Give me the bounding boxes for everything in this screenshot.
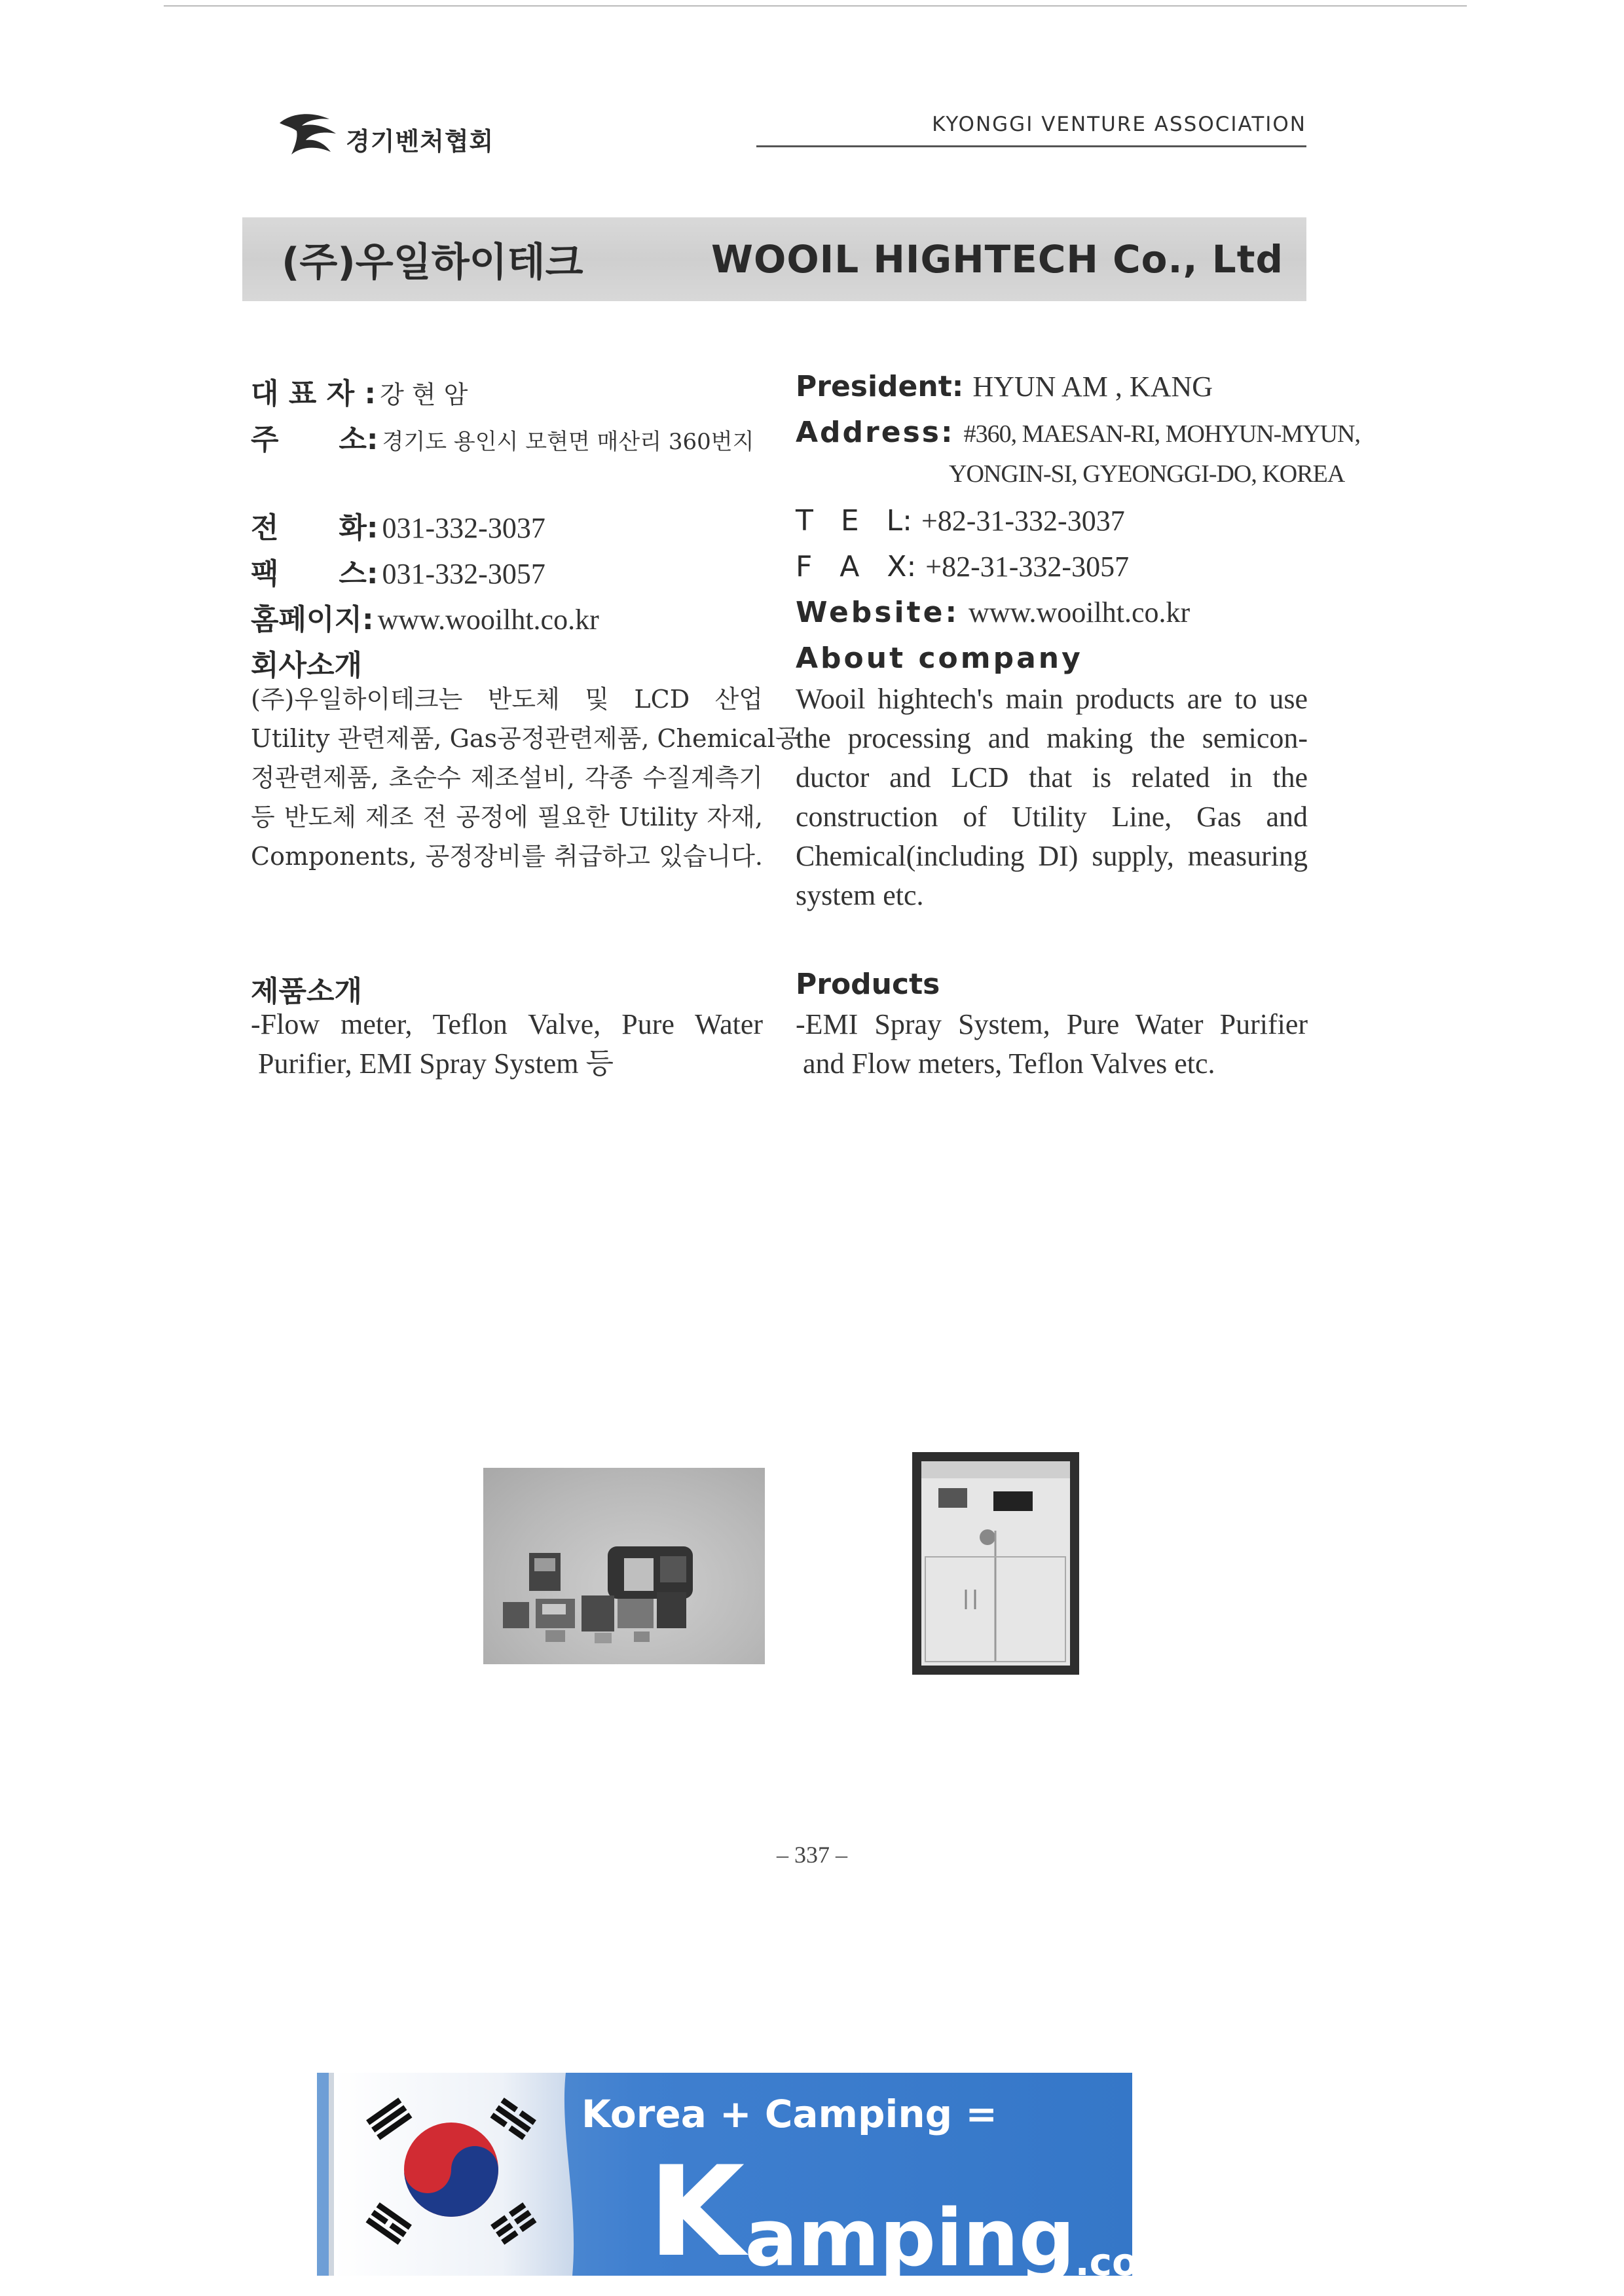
ko-address-value: 경기도 용인시 모현면 매산리 360번지 bbox=[382, 429, 754, 455]
ko-fax-value: 031-332-3057 bbox=[382, 558, 545, 590]
ko-tel-row bbox=[251, 504, 545, 546]
ko-fax-row bbox=[251, 550, 545, 592]
banner-tagline: Korea + Camping = bbox=[581, 2092, 997, 2136]
en-about-heading: About company bbox=[796, 642, 1083, 675]
ko-president-label: 대 표 자 : bbox=[251, 377, 377, 410]
en-president-value: HYUN AM , KANG bbox=[972, 371, 1213, 403]
banner-brand bbox=[648, 2140, 1196, 2284]
en-fax-label: F A X: bbox=[796, 550, 917, 583]
ko-tel-label: 전 화: bbox=[251, 511, 378, 545]
en-tel-row bbox=[796, 504, 1125, 538]
company-name-english: WOOIL HIGHTECH Co., Ltd bbox=[711, 237, 1283, 282]
en-fax-row bbox=[796, 550, 1129, 583]
en-products-heading: Products bbox=[796, 968, 940, 1001]
ko-president-row bbox=[251, 370, 468, 412]
ko-products-line: Purifier, EMI Spray System 등 bbox=[251, 1048, 614, 1080]
association-name: KYONGGI VENTURE ASSOCIATION bbox=[932, 113, 1306, 136]
en-about-line: the processing and making the semicon- bbox=[796, 722, 1308, 754]
en-fax-value: +82-31-332-3057 bbox=[925, 551, 1130, 583]
ko-homepage-value: www.wooilht.co.kr bbox=[377, 604, 599, 636]
en-products-line: -EMI Spray System, Pure Water Purifier bbox=[796, 1008, 1308, 1040]
ko-products-line: -Flow meter, Teflon Valve, Pure Water bbox=[251, 1008, 763, 1040]
banner-domain: .co.kr bbox=[1075, 2240, 1197, 2284]
en-about-line: Wooil hightech's main products are to use bbox=[796, 683, 1308, 715]
product-photo-purifier-cabinet bbox=[912, 1452, 1079, 1675]
en-address-line1: #360, MAESAN-RI, MOHYUN-MYUN, bbox=[963, 420, 1360, 448]
en-website-value: www.wooilht.co.kr bbox=[969, 596, 1190, 629]
en-address-label: Address: bbox=[796, 416, 955, 449]
company-name-korean: (주)우일하이테크 bbox=[282, 240, 583, 285]
ko-about-paragraph bbox=[251, 680, 800, 876]
ko-about-heading: 회사소개 bbox=[251, 649, 363, 682]
en-president-row bbox=[796, 370, 1213, 403]
ko-about-line: Components, 공정장비를 취급하고 있습니다. bbox=[251, 842, 763, 871]
en-website-row bbox=[796, 596, 1190, 629]
ko-about-line: 정관련제품, 초순수 제조설비, 각종 수질계측기 bbox=[251, 763, 763, 792]
ko-products-paragraph bbox=[251, 1005, 763, 1084]
ko-tel-value: 031-332-3037 bbox=[382, 512, 545, 544]
header-rule bbox=[756, 145, 1306, 147]
ko-address-row bbox=[251, 416, 754, 458]
swallow-logo-icon bbox=[278, 111, 341, 157]
en-website-label: Website: bbox=[796, 596, 960, 629]
ko-about-line: (주)우일하이테크는 반도체 및 LCD 산업 bbox=[251, 685, 763, 714]
ko-homepage-label: 홈페이지: bbox=[251, 603, 374, 636]
en-about-line: ductor and LCD that is related in the bbox=[796, 761, 1308, 793]
ko-address-label: 주 소: bbox=[251, 423, 378, 456]
purifier-cabinet-image bbox=[912, 1452, 1079, 1675]
ko-fax-label: 팩 스: bbox=[251, 557, 378, 591]
en-products-line: and Flow meters, Teflon Valves etc. bbox=[796, 1048, 1215, 1080]
association-logo bbox=[278, 111, 494, 157]
flow-meter-products-image bbox=[483, 1468, 765, 1664]
en-about-line: system etc. bbox=[796, 879, 924, 911]
en-address-row bbox=[796, 416, 1360, 449]
banner-brand-rest: amping bbox=[745, 2193, 1075, 2284]
en-tel-label: T E L: bbox=[796, 504, 912, 538]
en-president-label: President: bbox=[796, 370, 964, 403]
top-edge-rule bbox=[164, 5, 1467, 7]
product-photo-flow-meters bbox=[483, 1468, 765, 1664]
en-about-line: construction of Utility Line, Gas and bbox=[796, 801, 1308, 833]
ko-about-line: Utility 관련제품, Gas공정관련제품, Chemical공 bbox=[251, 724, 800, 753]
ko-about-line: 등 반도체 제조 전 공정에 필요한 Utility 자재, bbox=[251, 803, 763, 831]
page-number: – 337 – bbox=[777, 1842, 847, 1868]
banner-brand-k: K bbox=[648, 2140, 745, 2284]
ko-products-heading: 제품소개 bbox=[251, 975, 363, 1008]
en-tel-value: +82-31-332-3037 bbox=[921, 505, 1125, 537]
ko-president-value: 강 현 암 bbox=[380, 380, 468, 409]
en-products-paragraph bbox=[796, 1005, 1308, 1084]
en-about-line: Chemical(including DI) supply, measuring bbox=[796, 840, 1308, 872]
en-address-line2: YONGIN-SI, GYEONGGI-DO, KOREA bbox=[949, 460, 1345, 488]
logo-text: 경기벤처협회 bbox=[346, 127, 494, 156]
en-about-paragraph bbox=[796, 680, 1308, 915]
title-bar bbox=[242, 217, 1306, 301]
ko-homepage-row bbox=[251, 596, 599, 638]
